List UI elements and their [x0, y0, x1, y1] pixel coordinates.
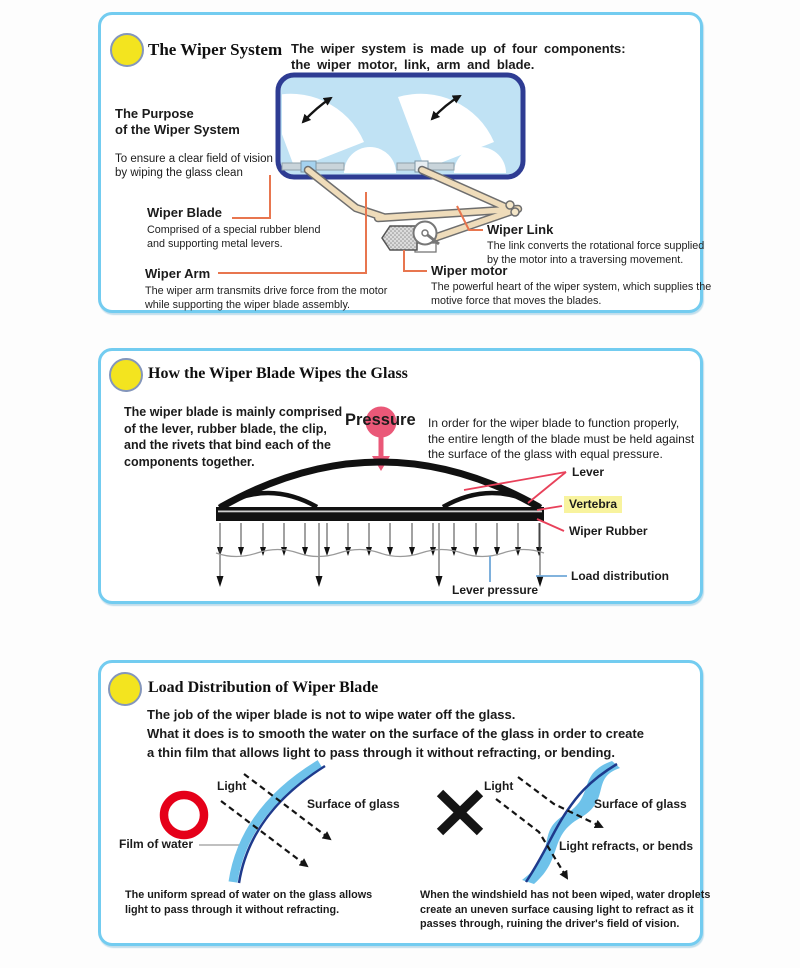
purpose-body-line: To ensure a clear field of vision [115, 153, 273, 165]
desc-line: motive force that moves the blades. [431, 294, 602, 307]
para-line: components together. [124, 454, 255, 469]
wiper-blade-desc [147, 224, 320, 251]
water-droplets-shape [522, 761, 620, 884]
light-label-left: Light [217, 779, 247, 793]
para-line: the entire length of the blade must be held against [428, 431, 695, 446]
wiper-link-label: Wiper Link [487, 222, 554, 237]
good-example-icon [164, 795, 204, 835]
equal-pressure-text [428, 416, 694, 463]
lever-pressure-label: Lever pressure [452, 583, 539, 597]
blade-job-text [147, 705, 644, 762]
desc-line: The powerful heart of the wiper system, which supplies the [431, 281, 712, 293]
para-line: of the lever, rubber blade, the clip, [124, 421, 327, 436]
section-bullet-icon [110, 33, 144, 67]
wiper-blade-label: Wiper Blade [147, 205, 223, 220]
desc-line: Comprised of a special rubber blend [147, 224, 321, 236]
desc-line: while supporting the wiper blade assembly. [145, 298, 351, 311]
desc-line: The wiper arm transmits drive force from the motor [145, 285, 388, 297]
purpose-heading [115, 106, 240, 138]
section-title: Load Distribution of Wiper Blade [148, 679, 379, 696]
purpose-heading-line: of the Wiper System [115, 122, 240, 137]
wiper-link-desc [487, 240, 704, 267]
lever-label: Lever [572, 465, 605, 479]
para-line: The wiper blade is mainly comprised [124, 405, 343, 419]
section-title: The Wiper System [148, 40, 283, 59]
section-title: How the Wiper Blade Wipes the Glass [148, 365, 408, 382]
section-bullet-icon [108, 672, 142, 706]
para-line: In order for the wiper blade to function properly, [428, 416, 680, 430]
film-of-water-label: Film of water [119, 837, 194, 851]
desc-line: The link converts the rotational force supplied [487, 240, 705, 252]
wiper-arm-desc [145, 285, 387, 312]
para-line: The job of the wiper blade is not to wipe water off the glass. [147, 707, 516, 722]
vertebra-highlight: Vertebra [564, 496, 622, 513]
desc-line: and supporting metal levers. [147, 237, 283, 250]
load-distribution-label: Load distribution [571, 569, 669, 583]
caption-line: light to pass through it without refracting. [125, 903, 340, 916]
para-line: a thin film that allows light to pass through it without refracting, or bending. [147, 745, 615, 760]
bad-example-icon [440, 793, 480, 832]
para-line: What it does is to smooth the water on the surface of the glass in order to create [147, 726, 644, 741]
right-caption [420, 888, 710, 932]
vertebra-label [564, 496, 622, 513]
caption-line: passes through, ruining the driver's field of vision. [420, 918, 680, 930]
caption-line: create an uneven surface causing light to refract as it [420, 903, 694, 916]
section-bullet-icon [109, 358, 143, 392]
purpose-heading-line: The Purpose [115, 106, 194, 121]
load-leader-lines [490, 556, 567, 582]
caption-line: The uniform spread of water on the glass allows [125, 889, 373, 901]
wiper-motor-label: Wiper motor [431, 263, 508, 278]
desc-line: by the motor into a traversing movement. [487, 253, 684, 266]
para-line: the surface of the glass with equal pressure. [428, 447, 663, 461]
purpose-body-line: by wiping the glass clean [115, 167, 243, 179]
blade-structure-shape [216, 462, 544, 521]
load-arrows-shape [216, 523, 544, 587]
intro-line: The wiper system is made up of four components: [291, 41, 626, 56]
surface-of-glass-label-left: Surface of glass [307, 797, 400, 811]
intro-line: the wiper motor, link, arm and blade. [291, 57, 535, 72]
light-label-right: Light [484, 779, 514, 793]
intro-text [291, 41, 626, 73]
surface-of-glass-label-right: Surface of glass [594, 797, 687, 811]
pressure-label: Pressure [345, 411, 416, 429]
wiper-motor-shape [382, 222, 439, 253]
blade-composition-text [124, 404, 342, 470]
caption-line: When the windshield has not been wiped, water droplets [420, 889, 711, 901]
wiper-rubber-label: Wiper Rubber [569, 524, 648, 538]
wiper-motor-desc [431, 281, 711, 308]
para-line: and the rivets that bind each of the [124, 438, 331, 452]
purpose-body [115, 152, 273, 180]
left-caption [125, 888, 372, 917]
light-refracts-label: Light refracts, or bends [559, 839, 694, 853]
wiper-arm-label: Wiper Arm [145, 266, 211, 281]
